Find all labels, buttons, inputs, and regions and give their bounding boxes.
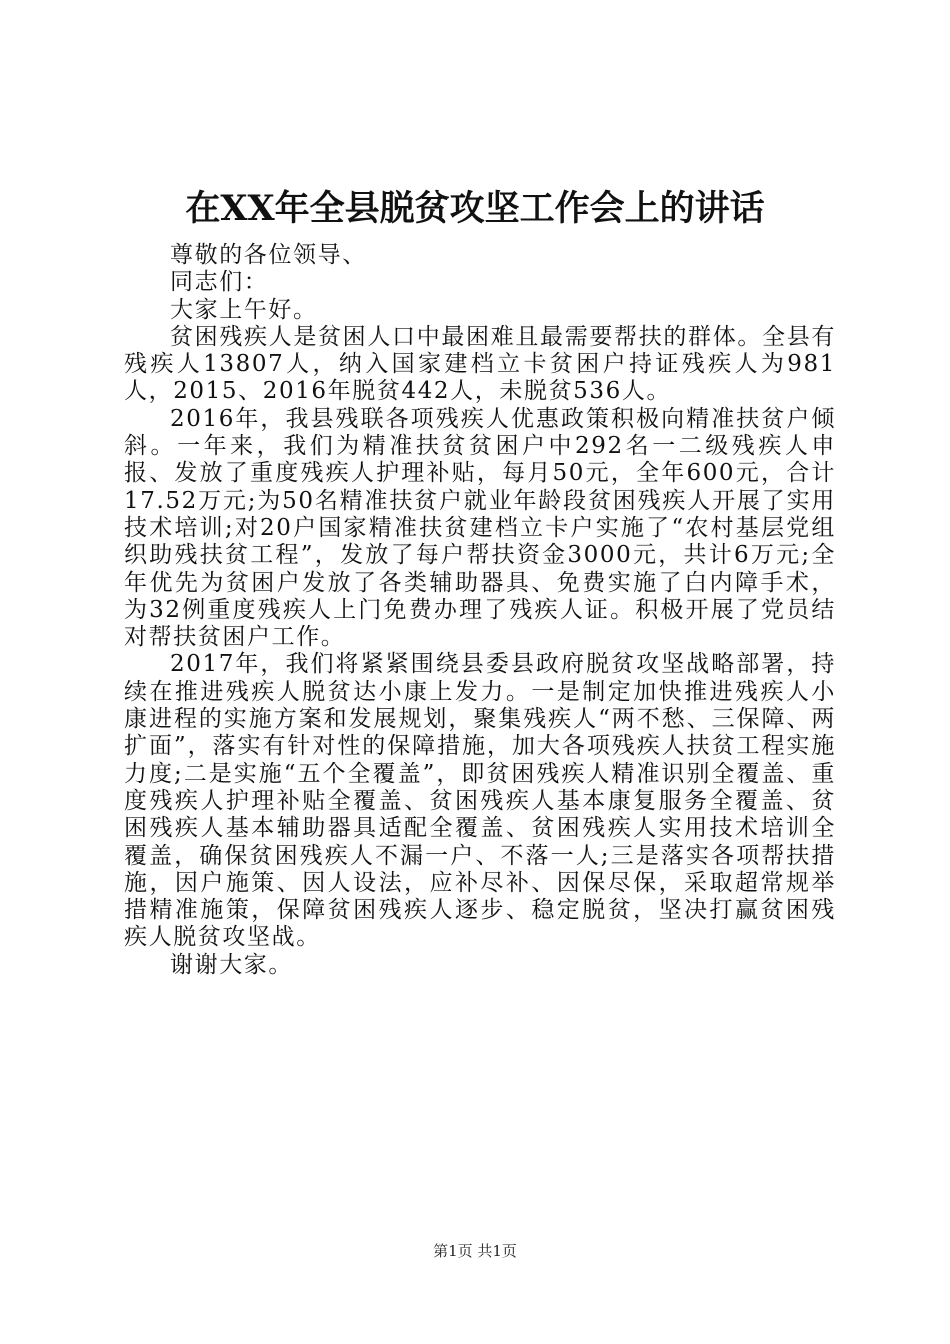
body-paragraph: 贫困残疾人是贫困人口中最困难且最需要帮扶的群体。全县有残疾人13807人，纳入国家建档立卡贫困户持证残疾人为981人，2015、2016年脱贫442人，未脱贫536人。	[124, 323, 836, 405]
document-title: 在XX年全县脱贫攻坚工作会上的讲话	[185, 188, 765, 229]
page-number-footer: 第1页 共1页	[433, 1242, 517, 1260]
body-paragraph: 2016年，我县残联各项残疾人优惠政策积极向精准扶贫户倾斜。一年来，我们为精准扶贫贫困户中292名一二级残疾人申报、发放了重度残疾人护理补贴，每月50元，全年600元，合计17.52万元;为50名精准扶贫户就业年龄段贫困残疾人开展了实用技术培训;对20户国家精准扶贫建档立卡户实施了“农村基层党组织助残扶贫工程”，发放了每户帮扶资金3000元，共计6万元;全年优先为贫困户发放了各类辅助器具、免费实施了白内障手术，为32例重度残疾人上门免费办理了残疾人证。积极开展了党员结对帮扶贫困户工作。	[124, 405, 836, 651]
closing-line: 谢谢大家。	[170, 951, 293, 978]
body-paragraph: 2017年，我们将紧紧围绕县委县政府脱贫攻坚战略部署，持续在推进残疾人脱贫达小康上发力。一是制定加快推进残疾人小康进程的实施方案和发展规划，聚集残疾人“两不愁、三保障、两扩面”，落实有针对性的保障措施，加大各项残疾人扶贫工程实施力度;二是实施“五个全覆盖”，即贫困残疾人精准识别全覆盖、重度残疾人护理补贴全覆盖、贫困残疾人基本康复服务全覆盖、贫困残疾人基本辅助器具适配全覆盖、贫困残疾人实用技术培训全覆盖，确保贫困残疾人不漏一户、不落一人;三是落实各项帮扶措施，因户施策、因人设法，应补尽补、因保尽保，采取超常规举措精准施策，保障贫困残疾人逐步、稳定脱贫，坚决打赢贫困残疾人脱贫攻坚战。	[124, 651, 836, 951]
salutation-line-1: 尊敬的各位领导、	[170, 242, 367, 268]
document-body	[124, 242, 836, 979]
salutation-line-2: 同志们：	[170, 269, 269, 296]
greeting-line: 大家上午好。	[170, 296, 318, 323]
